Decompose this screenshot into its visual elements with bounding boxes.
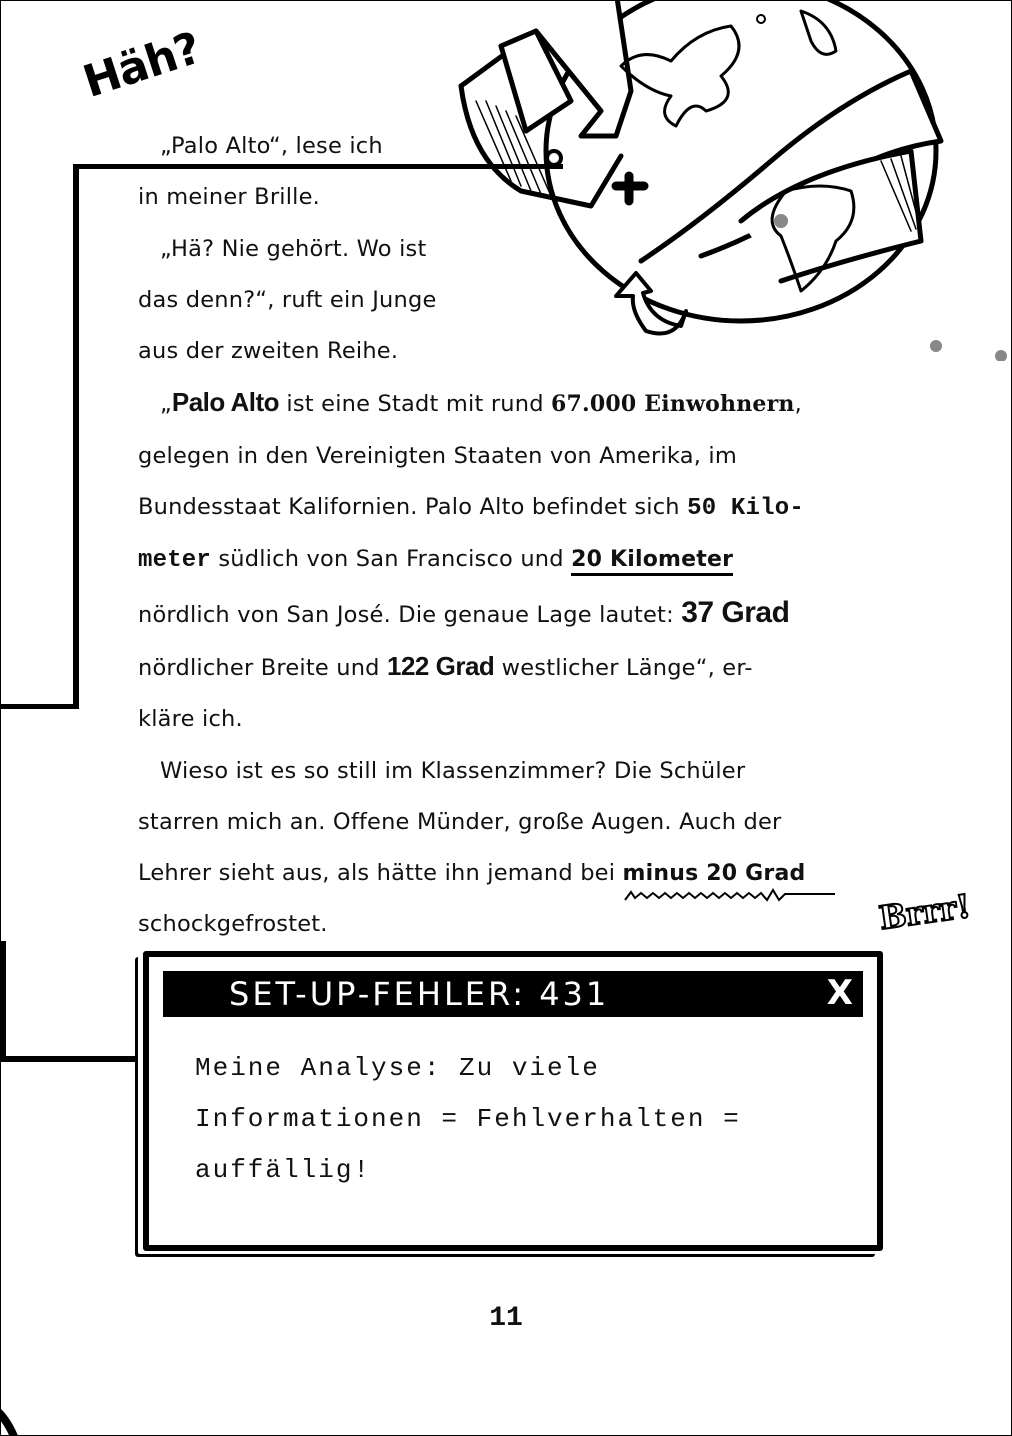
paragraph-4-line-4: schockgefrostet. [138,911,328,938]
dialog-message [195,1043,741,1196]
connector-line [1,1056,141,1062]
text-run: ist eine Stadt mit rund [279,391,552,418]
paragraph-2-line-1: „Hä? Nie gehört. Wo ist [160,235,427,262]
text-run: nördlich von San José. Die genaue Lage lautet: [138,601,682,628]
paragraph-3-line-3 [138,482,878,534]
highlight-latitude: 37 Grad [681,595,790,629]
paragraph-2-line-3: aus der zweiten Reihe. [138,338,399,365]
text-run: Lehrer sieht aus, als hätte ihn jemand bei [138,860,623,887]
paragraph-3-line-1 [138,377,878,430]
paragraph-3-line-4 [138,534,878,586]
paragraph-3-line-6 [138,641,878,694]
paragraph-3-line-2: gelegen in den Vereinigten Staaten von Amerika, im [138,442,737,469]
highlight-population: 67.000 Einwohnern [551,391,795,418]
highlight-city: Palo Alto [171,387,280,418]
story-text [138,121,878,951]
highlight-distance-1: 50 Kilo- [687,495,804,523]
text-run: , [794,391,802,418]
close-icon[interactable]: X [826,973,853,1013]
connector-line [73,164,79,709]
sound-effect-label: Brrr! [876,886,973,938]
paragraph-4-line-2: starren mich an. Offene Münder, große Augen. Auch der [138,808,782,835]
paragraph-2-line-2: das denn?“, ruft ein Junge [138,286,437,313]
dialog-title: SET-UP-FEHLER: 431 [229,975,610,1013]
page-number: 11 [489,1303,523,1334]
text-run: nördlicher Breite und [138,654,387,681]
dialog-message-line: Informationen = Fehlverhalten = [195,1104,741,1134]
paragraph-3-line-7: kläre ich. [138,706,243,733]
text-run: westlicher Länge“, er- [494,654,753,681]
paragraph-1-line-2: in meiner Brille. [138,184,321,211]
temperature-label: minus 20 Grad [622,861,806,887]
squiggle-underline-icon [623,888,838,904]
highlight-longitude: 122 Grad [387,650,495,681]
paragraph-1-line-1: „Palo Alto“, lese ich [160,133,383,159]
exclamation-label: Häh? [77,22,207,108]
error-dialog [143,951,883,1251]
dialog-titlebar[interactable] [163,971,863,1017]
text-run: Bundesstaat Kalifornien. Palo Alto befindet sich [138,494,688,521]
text-run: südlich von San Francisco und [211,546,572,573]
paragraph-4-line-3 [138,848,878,899]
connector-line [1,941,6,1061]
highlight-distance-1-cont: meter [138,547,212,575]
dialog-message-line: Meine Analyse: Zu viele [195,1053,600,1083]
highlight-distance-2: 20 Kilometer [571,547,733,576]
highlight-temperature [623,848,806,899]
connector-line [1,704,79,709]
paragraph-4-line-1: Wieso ist es so still im Klassenzimmer? Die Schüler [160,757,746,784]
paragraph-3-line-5 [138,587,878,641]
open-quote: „ [160,391,172,418]
dialog-message-line: auffällig! [195,1155,372,1185]
corner-stroke-icon [0,1409,25,1436]
